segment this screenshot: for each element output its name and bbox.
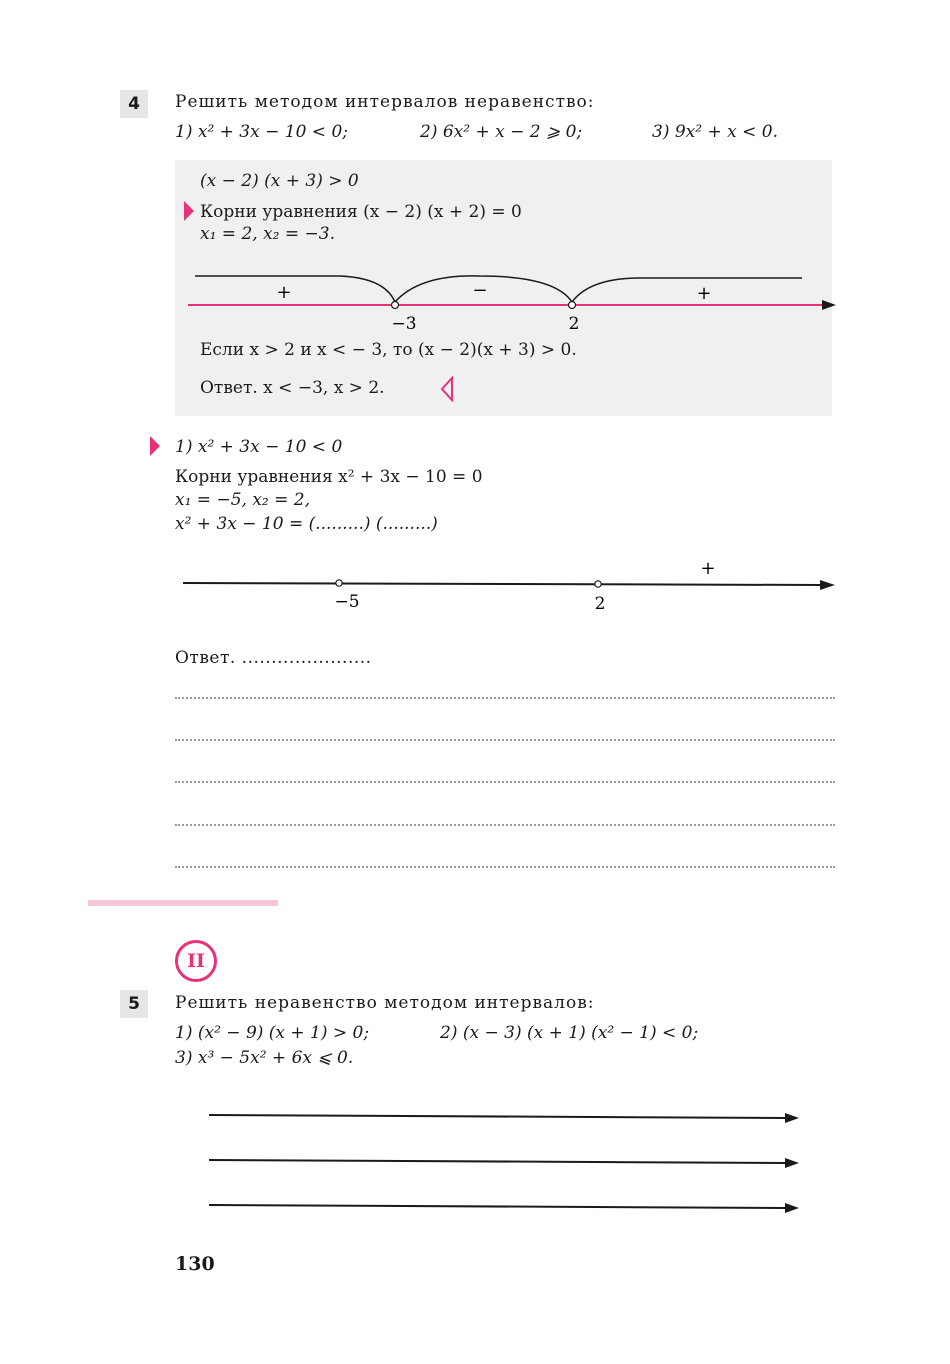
label-2-solution: 2 [594, 594, 606, 614]
point-minus-3 [392, 302, 399, 309]
example-inequality: (x − 2) (x + 3) > 0 [200, 171, 359, 191]
pink-marker-icon-2 [150, 436, 160, 456]
label-minus-3: −3 [391, 314, 417, 334]
blank-axis-1 [209, 1115, 785, 1118]
example-number-line [180, 262, 845, 337]
task-4-heading: Решить методом интервалов неравенство: [175, 92, 595, 112]
task-5-heading: Решить неравенство методом интервалов: [175, 993, 595, 1013]
task-5-item-3: 3) x³ − 5x² + 6x ⩽ 0. [175, 1048, 354, 1068]
page-number: 130 [175, 1253, 215, 1275]
sign-curve-right [572, 278, 802, 302]
blank-axis-3 [209, 1205, 785, 1208]
example-condition: Если x > 2 и x < − 3, то (x − 2)(x + 3) > 0. [200, 340, 577, 360]
solution-roots-values: x₁ = −5, x₂ = 2, [175, 490, 310, 510]
task-4-item-1: 1) x² + 3x − 10 < 0; [175, 122, 348, 142]
answer-line-5 [175, 866, 835, 868]
answer-line-1 [175, 697, 835, 699]
sign-curve-left [195, 276, 395, 302]
blank-arrow-icon-3 [785, 1203, 799, 1213]
blank-number-lines [205, 1105, 805, 1220]
axis-arrow-icon-2 [820, 580, 835, 590]
task-5-item-1: 1) (x² − 9) (x + 1) > 0; [175, 1023, 370, 1043]
blank-axis-2 [209, 1160, 785, 1163]
answer-line-2 [175, 739, 835, 741]
label-minus-5: −5 [334, 592, 360, 612]
point-minus-5 [336, 580, 342, 586]
solution-inequality: 1) x² + 3x − 10 < 0 [175, 437, 343, 457]
section-divider [88, 900, 278, 906]
point-2 [569, 302, 576, 309]
solution-number-line [175, 555, 845, 615]
task-4-item-3: 3) 9x² + x < 0. [652, 122, 778, 142]
task-5-number: 5 [120, 990, 148, 1018]
solution-roots-text: Корни уравнения x² + 3x − 10 = 0 [175, 467, 483, 487]
label-2: 2 [568, 314, 580, 334]
blank-arrow-icon-2 [785, 1158, 799, 1168]
sign-plus-right: + [696, 283, 712, 304]
example-roots-values: x₁ = 2, x₂ = −3. [200, 224, 335, 244]
sign-minus-middle: − [472, 280, 488, 301]
sign-plus-solution: + [700, 558, 716, 579]
section-ii-badge: II [175, 940, 217, 982]
example-answer: Ответ. x < −3, x > 2. [200, 378, 385, 398]
point-2-solution [595, 581, 601, 587]
example-roots-text: Корни уравнения (x − 2) (x + 2) = 0 [200, 202, 522, 222]
axis-arrow-icon [822, 300, 836, 310]
task-4-number: 4 [120, 90, 148, 118]
answer-line-3 [175, 781, 835, 783]
task-4-item-2: 2) 6x² + x − 2 ⩾ 0; [420, 122, 583, 142]
blank-arrow-icon-1 [785, 1113, 799, 1123]
axis-line-2 [183, 583, 822, 585]
sign-plus-left: + [276, 282, 292, 303]
answer-line-4 [175, 824, 835, 826]
pink-end-marker-icon [440, 376, 454, 402]
task-5-item-2: 2) (x − 3) (x + 1) (x² − 1) < 0; [440, 1023, 699, 1043]
solution-factorization: x² + 3x − 10 = (.........) (.........) [175, 514, 438, 534]
pink-marker-icon [184, 201, 194, 221]
solution-answer-label: Ответ. ...................... [175, 648, 372, 668]
